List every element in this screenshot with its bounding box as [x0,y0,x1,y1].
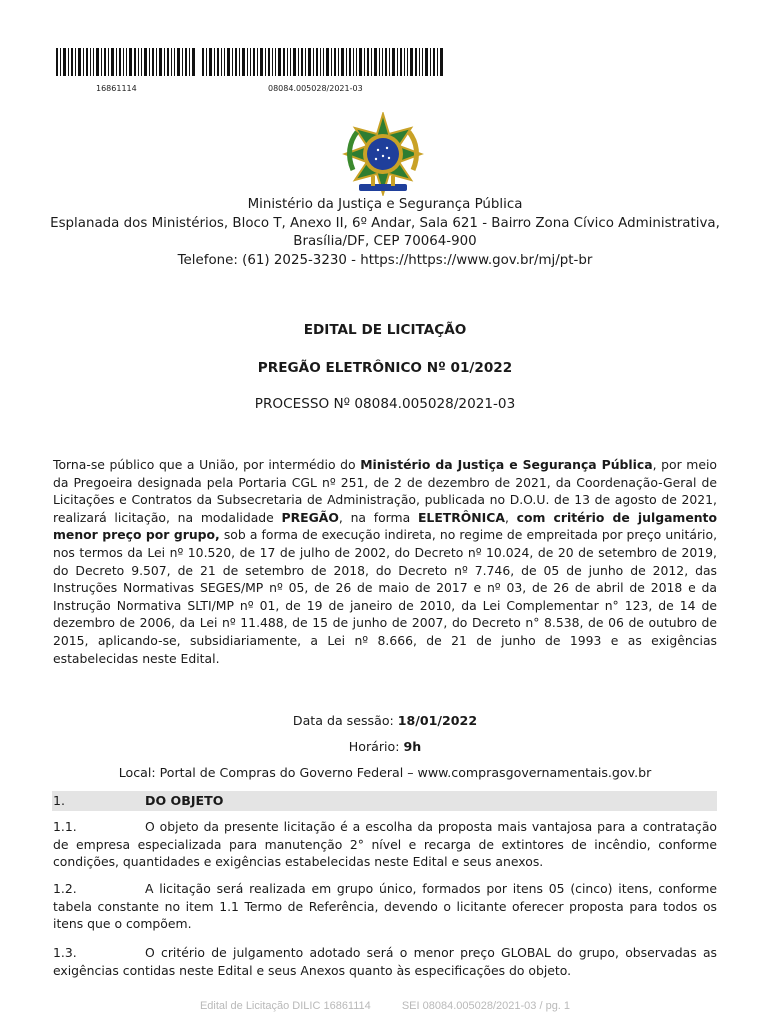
paragraph-number: 1.3. [53,945,77,960]
paragraph-1-2 [53,880,717,933]
session-time [0,739,770,754]
intro-form-bold: ELETRÔNICA [417,509,505,525]
paragraph-text: A licitação será realizada em grupo único, formados por itens 05 (cinco) itens, conforme tabela constante no item 1.1 Termo de Referência, devendo o licitante oferecer proposta para todos os itens que o compõem. [53,881,717,932]
page-footer [0,1000,770,1012]
footer-document-id: Edital de Licitação DILIC 16861114 [199,1000,371,1012]
intro-paragraph [53,456,717,667]
paragraph-1-3 [53,944,717,979]
document-barcode-left [56,48,196,76]
section-number: 1. [53,793,66,808]
session-date-value: 18/01/2022 [397,713,478,728]
session-local: Local: Portal de Compras do Governo Federal – www.comprasgovernamentais.gov.br [118,765,652,780]
barcode-right-number: 08084.005028/2021-03 [268,84,363,93]
address-line-2: Brasília/DF, CEP 70064-900 [293,234,477,250]
ministry-name: Ministério da Justiça e Segurança Pública [247,197,523,212]
intro-text: sob a forma de execução indireta, no regime de empreitada por preço unitário, nos termos da Lei nº 10.520, de 17 de julho de 2002, do Decreto nº 10.024, de 20 de setembro de 2019, do Decreto 9.507, de 21 de setembro de 2018, do Decreto nº 7.746, de 05 de junho de 2012, das Instruções Normativas SEGES/MP nº 05, de 26 de maio de 2017 e nº 03, de 26 de abril de 2018 e da Instrução Normativa SLTI/MP nº 01, de 19 de janeiro de 2010, da Lei Complementar n° 123, de 14 de dezembro de 2006, da Lei nº 11.488, de 15 de junho de 2007, do Decreto n° 8.538, de 06 de outubro de 2015, aplicando-se, subsidiariamente, a Lei nº 8.666, de 21 de junho de 1993 e as exigências estabelecidas neste Edital. [53,527,718,666]
intro-modality-bold: PREGÃO [281,509,339,525]
footer-process-page: SEI 08084.005028/2021-03 / pg. 1 [401,1000,571,1012]
intro-criterion-bold: com critério de julgamento menor preço por grupo, [53,509,717,543]
section-header-objeto [52,791,717,811]
session-time-value: 9h [403,739,422,754]
paragraph-text: O critério de julgamento adotado será o menor preço GLOBAL do grupo, observadas as exigências contidas neste Edital e seus Anexos quanto às especificações do objeto. [53,945,717,978]
paragraph-number: 1.2. [53,881,77,896]
intro-text: , por meio da Pregoeira designada pela Portaria CGL nº 251, de 2 de dezembro de 2021, da Coordenação-Geral de Licitações e Contratos da Subsecretaria de Administração, publicada no D.O.U. de 13 de agosto de 2021, realizará licitação, na modalidade [53,457,718,525]
session-time-label: Horário: [348,739,404,754]
institution-header [40,196,730,270]
address-line-1: Esplanada dos Ministérios, Bloco T, Anexo II, 6º Andar, Sala 621 - Bairro Zona Cívico Administrativa, [50,215,720,231]
phone-line: Telefone: (61) 2025-3230 - https://https://www.gov.br/mj/pt-br [177,252,593,268]
process-barcode-right [202,48,446,76]
barcode-left-number: 16861114 [96,84,137,93]
paragraph-1-1 [53,818,717,871]
paragraph-number: 1.1. [53,819,77,834]
intro-text: Torna-se público que a União, por intermédio do [53,457,361,472]
pregao-title: PREGÃO ELETRÔNICO Nº 01/2022 [257,360,513,376]
intro-text: , [504,509,517,525]
edital-title: EDITAL DE LICITAÇÃO [303,322,467,338]
brazil-coat-of-arms-icon [341,112,425,196]
processo-title: PROCESSO Nº 08084.005028/2021-03 [254,396,516,412]
section-title: DO OBJETO [145,793,224,808]
paragraph-text: O objeto da presente licitação é a escolha da proposta mais vantajosa para a contratação de empresa especializada para manutenção 2° nível e recarga de extintores de incêndio, conforme condições, quantidades e exigências estabelecidas neste Edital e seus anexos. [53,819,717,870]
session-date [0,713,770,728]
session-date-label: Data da sessão: [292,713,398,728]
intro-text: , na forma [338,509,418,525]
intro-ministry-bold: Ministério da Justiça e Segurança Pública [360,457,653,472]
